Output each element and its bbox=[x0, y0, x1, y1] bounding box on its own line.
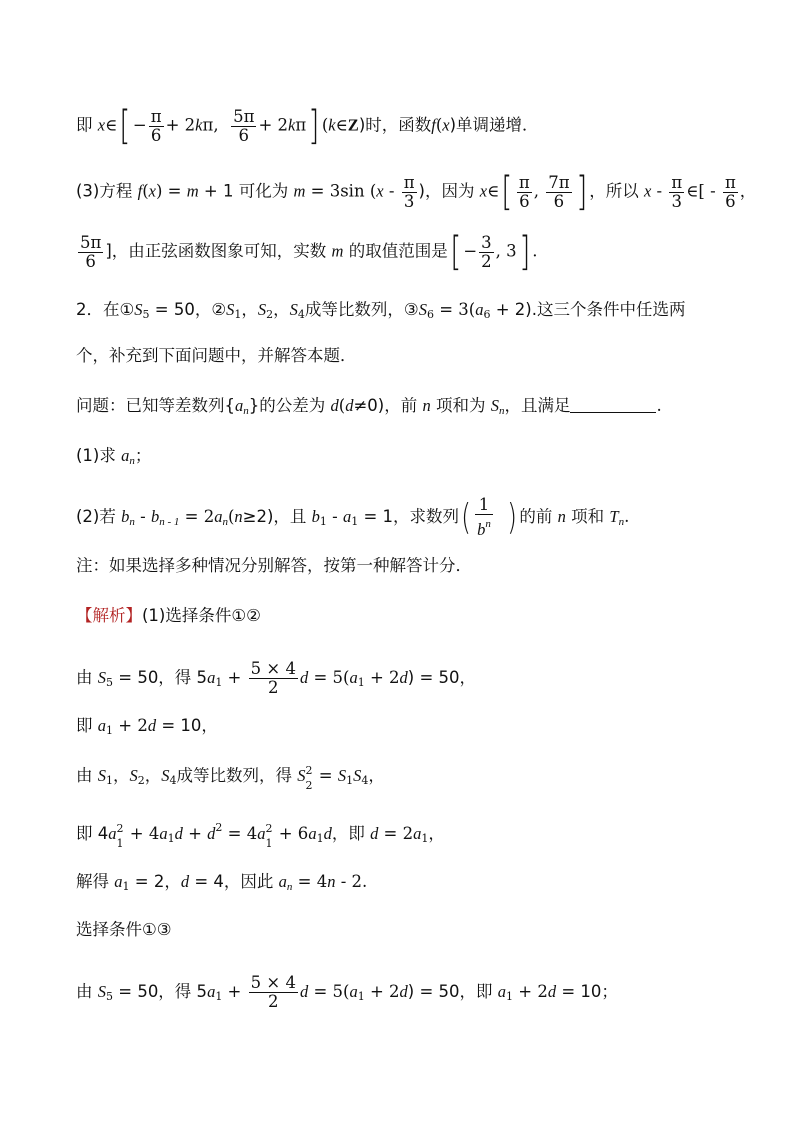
text: - bbox=[134, 507, 151, 526]
sub: 1 bbox=[265, 836, 273, 850]
fraction bbox=[249, 660, 298, 697]
den: 6 bbox=[517, 192, 532, 211]
text: = 3sin ( bbox=[305, 181, 377, 201]
sub: 5 bbox=[106, 676, 113, 689]
var: S bbox=[257, 300, 267, 319]
text: )，因为 bbox=[418, 181, 480, 201]
text: 即 bbox=[76, 115, 98, 135]
text: ∈ bbox=[335, 115, 348, 135]
sub: 1 bbox=[506, 990, 514, 1003]
var: T bbox=[609, 507, 619, 526]
sub: 1 bbox=[215, 990, 223, 1003]
text: = 1，求数列 bbox=[358, 507, 460, 526]
var: a bbox=[257, 824, 266, 843]
sup: 2 bbox=[116, 821, 124, 835]
sub: 1 bbox=[357, 676, 365, 689]
text: ( bbox=[338, 396, 346, 415]
sub: 5 bbox=[106, 990, 113, 1003]
sub: 5 bbox=[142, 308, 150, 321]
text: ； bbox=[134, 446, 152, 465]
num: π bbox=[518, 172, 530, 192]
var: a bbox=[308, 824, 317, 843]
den: 3 bbox=[402, 192, 417, 211]
text: . bbox=[532, 241, 538, 261]
var: d bbox=[399, 668, 408, 687]
var: a bbox=[97, 716, 106, 735]
var: d bbox=[207, 824, 216, 843]
den: 2 bbox=[481, 251, 492, 271]
text: 项和为 bbox=[430, 396, 491, 415]
text: = 4 bbox=[292, 872, 328, 891]
text: )单调递增． bbox=[449, 115, 539, 135]
text: }的公差为 bbox=[248, 396, 331, 415]
sub: 1 bbox=[346, 774, 354, 787]
fraction bbox=[475, 496, 493, 539]
line-10 bbox=[76, 606, 261, 626]
sub: n - 1 bbox=[159, 516, 180, 528]
var: x bbox=[97, 115, 106, 135]
num: 5 × 4 bbox=[250, 973, 296, 992]
num: π bbox=[150, 106, 162, 126]
text: ≠0)，前 bbox=[353, 396, 423, 415]
sub: 1 bbox=[215, 676, 223, 689]
line-8 bbox=[76, 496, 629, 539]
fraction bbox=[669, 174, 684, 211]
fraction bbox=[402, 174, 417, 211]
text: = 10； bbox=[556, 982, 618, 1001]
var: S bbox=[353, 766, 362, 785]
var: d bbox=[399, 982, 408, 1001]
sub: 1 bbox=[106, 774, 113, 787]
var: S bbox=[97, 766, 106, 785]
sub: n bbox=[286, 881, 293, 893]
den: 2 bbox=[249, 678, 298, 697]
text: = bbox=[313, 766, 338, 785]
text: 即 bbox=[76, 716, 98, 735]
var: a bbox=[207, 668, 216, 687]
var: S bbox=[226, 300, 235, 319]
text: (1)选择条件①② bbox=[142, 606, 261, 625]
text: 成等比数列，③ bbox=[304, 300, 419, 319]
text: = 50，得 5 bbox=[113, 982, 208, 1001]
text: 由 bbox=[76, 982, 98, 1001]
line-2 bbox=[76, 169, 757, 215]
var: a bbox=[413, 824, 422, 843]
var: b bbox=[150, 507, 160, 526]
text: = 4 bbox=[222, 824, 258, 843]
var: a bbox=[475, 300, 484, 319]
text: ∈ bbox=[487, 181, 500, 201]
fraction bbox=[723, 174, 738, 211]
var: a bbox=[207, 982, 216, 1001]
line-9: 注：如果选择多种情况分别解答，按第一种解答计分． bbox=[76, 556, 472, 575]
text: + bbox=[182, 824, 208, 843]
sub: 2 bbox=[266, 308, 274, 321]
text: = 5( bbox=[308, 982, 350, 1001]
sub: n bbox=[222, 516, 228, 528]
var: S bbox=[418, 300, 427, 319]
sub: 1 bbox=[116, 836, 124, 850]
text: . bbox=[624, 507, 630, 526]
fraction bbox=[78, 234, 103, 271]
line-1: 即 x∈[ − $\frac{\pi}{6}$ + 2kπ, $\frac{5\pi}{6}$ + 2kπ] (k∈Z)时，函数f(x)单调递增． bbox=[76, 103, 539, 149]
num: 5π bbox=[233, 106, 255, 126]
line-13 bbox=[76, 763, 385, 792]
line-3: $\frac{5\pi}{6}$ ]，由正弦函数图象可知，实数 m 的取值范围是[ − $\frac{3}{2}$ , 3] . bbox=[80, 229, 538, 275]
bracket-right: ] bbox=[308, 103, 320, 149]
line-16: 选择条件①③ bbox=[76, 920, 172, 939]
line-14 bbox=[76, 818, 445, 849]
sub: 1 bbox=[122, 880, 130, 893]
supsub bbox=[116, 821, 125, 850]
brace-right: ) bbox=[507, 496, 518, 538]
bracket-right: ] bbox=[575, 169, 587, 215]
line-4 bbox=[76, 300, 685, 325]
fraction bbox=[149, 108, 164, 145]
brace-left: ( bbox=[461, 496, 472, 538]
sup: 2 bbox=[215, 821, 223, 834]
text: + bbox=[222, 982, 247, 1001]
var: x bbox=[442, 115, 450, 135]
sub: 1 bbox=[167, 832, 175, 845]
var: x bbox=[479, 181, 488, 201]
var: S bbox=[337, 766, 347, 785]
var: n bbox=[557, 507, 566, 526]
text: + 2 bbox=[513, 982, 548, 1001]
line-11 bbox=[76, 660, 476, 697]
text: (3)方程 bbox=[76, 181, 138, 201]
text: 的前 bbox=[519, 507, 558, 526]
var: d bbox=[330, 396, 339, 415]
text: ，且满足 bbox=[504, 396, 571, 415]
text: ， bbox=[739, 181, 757, 201]
text: = 10， bbox=[156, 716, 218, 735]
sub: n bbox=[129, 455, 135, 467]
var: S bbox=[161, 766, 170, 785]
text: ≥2)，且 bbox=[242, 507, 312, 526]
text: = 50，得 5 bbox=[113, 668, 208, 687]
sub: 1 bbox=[106, 724, 113, 737]
num: π bbox=[403, 172, 415, 192]
var: m bbox=[293, 181, 306, 201]
text: = 3( bbox=[433, 300, 476, 319]
text: ，即 bbox=[331, 824, 371, 843]
text: + 6 bbox=[273, 824, 309, 843]
var: a bbox=[278, 872, 287, 891]
text: + 2).这三个条件中任选两 bbox=[490, 300, 686, 319]
var: k bbox=[288, 115, 296, 135]
var: d bbox=[323, 824, 332, 843]
line-5: 个，补充到下面问题中，并解答本题． bbox=[76, 346, 357, 365]
bracket-left: [ bbox=[119, 103, 131, 149]
text: ， bbox=[273, 300, 290, 319]
var: m bbox=[331, 241, 344, 261]
var: d bbox=[345, 396, 354, 415]
text: ( bbox=[435, 115, 443, 135]
sub: n bbox=[498, 405, 505, 417]
var: a bbox=[159, 824, 168, 843]
line-6 bbox=[76, 396, 662, 421]
sub: 6 bbox=[426, 308, 434, 321]
sup: 2 bbox=[265, 821, 273, 835]
fraction bbox=[479, 234, 494, 271]
den: 6 bbox=[231, 126, 256, 145]
text: = 2 bbox=[179, 507, 215, 526]
sub: 1 bbox=[351, 515, 359, 528]
den: 6 bbox=[723, 192, 738, 211]
text: )时，函数 bbox=[358, 115, 432, 135]
line-17 bbox=[76, 974, 618, 1011]
var: a bbox=[108, 824, 117, 843]
var: S bbox=[297, 766, 306, 785]
sub: 1 bbox=[316, 832, 324, 845]
num: 1 bbox=[478, 495, 490, 514]
text: ， bbox=[113, 766, 130, 785]
fraction bbox=[249, 974, 298, 1011]
text: 即 4 bbox=[76, 824, 109, 843]
text: , bbox=[533, 181, 539, 201]
answer-blank bbox=[570, 396, 656, 413]
var: d bbox=[147, 716, 157, 735]
var: m bbox=[186, 181, 199, 201]
var: b bbox=[121, 507, 130, 526]
num: 5π bbox=[80, 232, 102, 252]
var: a bbox=[214, 507, 223, 526]
bracket-right: ] bbox=[518, 229, 530, 275]
sub: 2 bbox=[137, 774, 145, 787]
den: 6 bbox=[78, 252, 103, 271]
var: a bbox=[349, 982, 358, 1001]
sub: n bbox=[129, 516, 135, 528]
text: + bbox=[222, 668, 247, 687]
fraction bbox=[517, 174, 532, 211]
sub: 4 bbox=[361, 774, 369, 787]
text: + 2 bbox=[258, 115, 289, 135]
text: - bbox=[383, 181, 400, 201]
var: n bbox=[327, 872, 336, 891]
var: a bbox=[114, 872, 123, 891]
var: x bbox=[643, 181, 652, 201]
sub: 1 bbox=[421, 832, 429, 845]
var: f bbox=[431, 115, 436, 135]
bracket-left: [ bbox=[450, 229, 461, 275]
sub: n bbox=[618, 516, 625, 528]
text: 由 bbox=[76, 668, 98, 687]
line-12 bbox=[76, 716, 218, 741]
text: + 2 bbox=[165, 115, 196, 135]
var: k bbox=[195, 115, 203, 135]
den: 2 bbox=[249, 992, 298, 1011]
var: d bbox=[174, 824, 183, 843]
var: d bbox=[299, 668, 309, 687]
var: a bbox=[349, 668, 358, 687]
var: b bbox=[311, 507, 320, 526]
text: ， bbox=[428, 824, 445, 843]
num: 7π bbox=[548, 172, 570, 192]
num: 5 × 4 bbox=[250, 659, 296, 678]
var: f bbox=[137, 181, 143, 201]
den: 6 bbox=[149, 126, 164, 145]
var: b bbox=[477, 520, 486, 539]
text: π bbox=[295, 115, 307, 135]
text: + 2 bbox=[364, 668, 400, 687]
text: (1)求 bbox=[76, 446, 122, 465]
text: = 2 bbox=[378, 824, 414, 843]
fraction bbox=[546, 174, 571, 211]
line-7 bbox=[76, 446, 151, 471]
var: x bbox=[376, 181, 384, 201]
text: = 50，② bbox=[149, 300, 227, 319]
var: d bbox=[180, 872, 190, 891]
text: , 3 bbox=[495, 241, 517, 261]
text: ) = bbox=[155, 181, 187, 201]
text: = 2， bbox=[129, 872, 181, 891]
text: ( bbox=[321, 115, 329, 135]
sup: n bbox=[485, 518, 491, 530]
sub: 2 bbox=[305, 778, 313, 792]
text: + 2 bbox=[364, 982, 400, 1001]
var: k bbox=[328, 115, 336, 135]
text: 问题：已知等差数列{ bbox=[76, 396, 235, 415]
sub: 4 bbox=[169, 774, 177, 787]
var: S bbox=[97, 982, 106, 1001]
num: π bbox=[671, 172, 683, 192]
sub: n bbox=[243, 405, 249, 417]
var: S bbox=[134, 300, 143, 319]
var: a bbox=[497, 982, 507, 1001]
sub: 1 bbox=[234, 308, 242, 321]
num: π bbox=[724, 172, 736, 192]
var: n bbox=[422, 396, 431, 415]
analysis-tag: 【解析】 bbox=[76, 606, 142, 625]
sub: 4 bbox=[297, 308, 305, 321]
text: . bbox=[656, 396, 662, 415]
num: 3 bbox=[481, 232, 492, 252]
var: S bbox=[129, 766, 138, 785]
text: - 2. bbox=[335, 872, 368, 891]
sup: 2 bbox=[305, 763, 313, 777]
text: ) = 50，即 bbox=[407, 982, 498, 1001]
text: ∈ bbox=[105, 115, 118, 135]
var: d bbox=[547, 982, 557, 1001]
var: a bbox=[235, 396, 244, 415]
line-15 bbox=[76, 872, 367, 897]
text: - bbox=[651, 181, 668, 201]
den: 6 bbox=[546, 192, 571, 211]
var: S bbox=[97, 668, 106, 687]
text: ， bbox=[241, 300, 258, 319]
text: ]，由正弦函数图象可知，实数 bbox=[105, 241, 332, 261]
text: ， bbox=[368, 766, 385, 785]
text: 的取值范围是 bbox=[343, 241, 448, 261]
integers: Z bbox=[347, 115, 359, 135]
var: d bbox=[299, 982, 309, 1001]
text: ∈[ - bbox=[686, 181, 721, 201]
den: 3 bbox=[669, 192, 684, 211]
text: 解得 bbox=[76, 872, 115, 891]
text: 成等比数列，得 bbox=[176, 766, 298, 785]
text: 项和 bbox=[565, 507, 610, 526]
text: ， bbox=[144, 766, 162, 785]
supsub bbox=[265, 821, 273, 850]
text: (2)若 bbox=[76, 507, 122, 526]
var: d bbox=[370, 824, 379, 843]
var: S bbox=[289, 300, 298, 319]
var: x bbox=[148, 181, 156, 201]
den bbox=[475, 514, 493, 539]
fraction bbox=[231, 108, 256, 145]
text: + 1 可化为 bbox=[198, 181, 294, 201]
text: 2．在① bbox=[76, 300, 135, 319]
var: a bbox=[342, 507, 352, 526]
bracket-left: [ bbox=[501, 169, 513, 215]
text: + 4 bbox=[124, 824, 160, 843]
text: π, bbox=[202, 115, 219, 135]
text: ，所以 bbox=[589, 181, 644, 201]
sub: 1 bbox=[357, 990, 365, 1003]
sub: 6 bbox=[483, 308, 491, 321]
supsub bbox=[305, 763, 314, 792]
var: a bbox=[121, 446, 130, 465]
text: = 4，因此 bbox=[189, 872, 279, 891]
text: ) = 50， bbox=[407, 668, 477, 687]
text: ( bbox=[227, 507, 235, 526]
text: 由 bbox=[76, 766, 98, 785]
text: = 5( bbox=[308, 668, 350, 687]
var: S bbox=[490, 396, 499, 415]
text: + 2 bbox=[113, 716, 148, 735]
text: ( bbox=[142, 181, 149, 201]
text: - bbox=[326, 507, 343, 526]
var: n bbox=[234, 507, 243, 526]
sub: 1 bbox=[319, 515, 327, 528]
